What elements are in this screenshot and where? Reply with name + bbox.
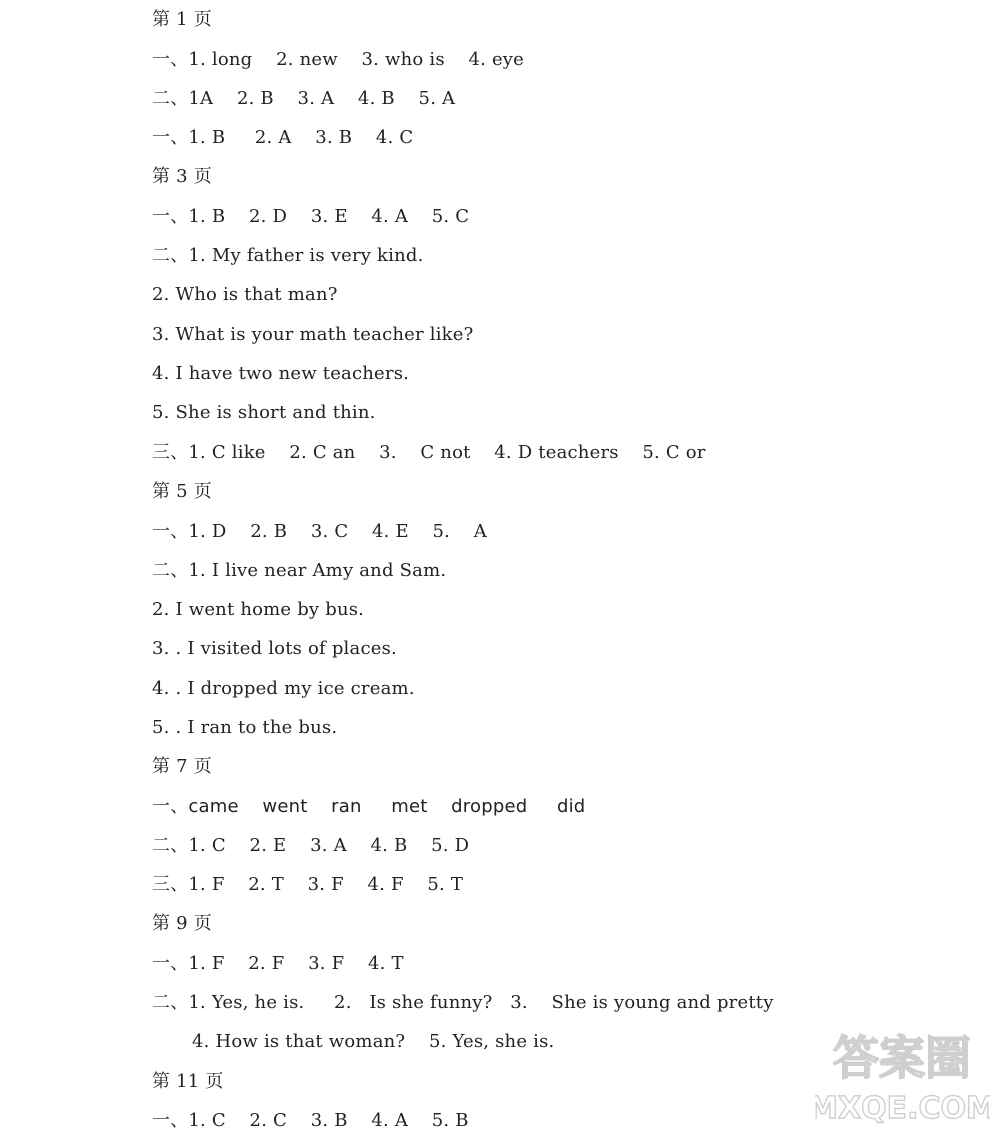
answer-line: 4. . I dropped my ice cream. [152, 678, 415, 699]
answer-line: 二、1A 2. B 3. A 4. B 5. A [152, 88, 456, 109]
answer-line: 5. She is short and thin. [152, 402, 376, 423]
answer-line: 4. How is that woman? 5. Yes, she is. [192, 1031, 555, 1052]
answer-line: 2. I went home by bus. [152, 599, 365, 620]
answer-line: 4. I have two new teachers. [152, 363, 410, 384]
watermark-logo [815, 1022, 990, 1132]
answer-line: 3. What is your math teacher like? [152, 324, 474, 345]
answer-line: 二、1. C 2. E 3. A 4. B 5. D [152, 835, 470, 856]
page-heading-1: 第 1 页 [152, 9, 212, 30]
page-heading-11: 第 11 页 [152, 1071, 224, 1092]
page-heading-3: 第 3 页 [152, 166, 212, 187]
answer-line: 一、1. B 2. A 3. B 4. C [152, 127, 414, 148]
answer-line: 一、1. D 2. B 3. C 4. E 5. A [152, 521, 487, 542]
answer-line: 一、1. long 2. new 3. who is 4. eye [152, 49, 525, 70]
page-heading-9: 第 9 页 [152, 913, 212, 934]
answer-line: 5. . I ran to the bus. [152, 717, 338, 738]
answer-line: 2. Who is that man? [152, 284, 338, 305]
page-heading-5: 第 5 页 [152, 481, 212, 502]
answer-line: 一、1. B 2. D 3. E 4. A 5. C [152, 206, 470, 227]
answer-line: 3. . I visited lots of places. [152, 638, 397, 659]
answer-line: 二、1. I live near Amy and Sam. [152, 560, 447, 581]
answer-line: 三、1. F 2. T 3. F 4. F 5. T [152, 874, 464, 895]
page-heading-7: 第 7 页 [152, 756, 212, 777]
watermark-top-text: 答案圈 [833, 1031, 971, 1085]
answer-line: 一、came went ran met dropped did [152, 796, 586, 817]
answer-line: 一、1. C 2. C 3. B 4. A 5. B [152, 1110, 469, 1131]
answer-line: 二、1. My father is very kind. [152, 245, 424, 266]
answer-line: 三、1. C like 2. C an 3. C not 4. D teachers 5. C or [152, 442, 706, 463]
answer-line: 二、1. Yes, he is. 2. Is she funny? 3. She is young and pretty [152, 992, 774, 1013]
watermark-bottom-text: MXQE.COM [815, 1091, 990, 1126]
answer-line: 一、1. F 2. F 3. F 4. T [152, 953, 404, 974]
